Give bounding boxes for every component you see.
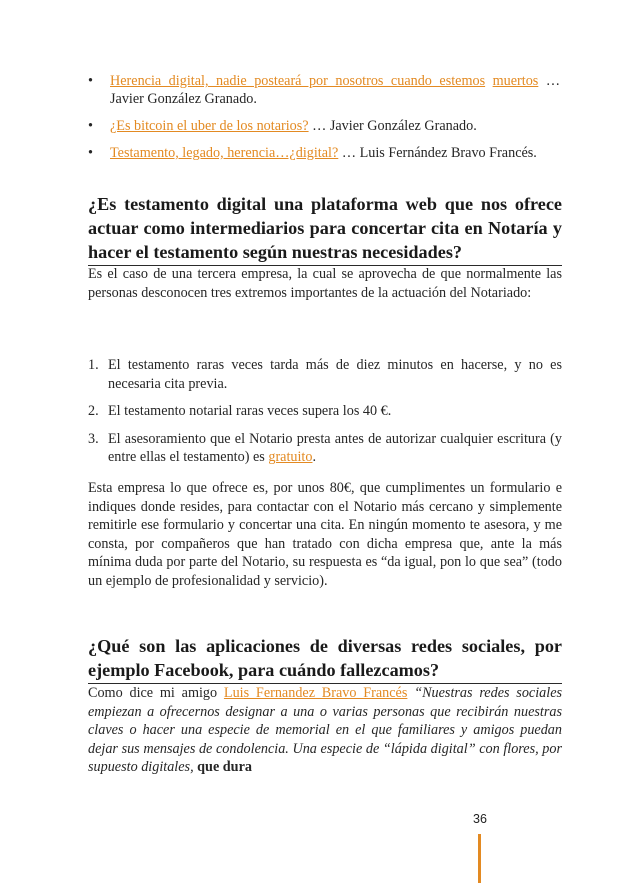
bullet-icon: •	[88, 73, 93, 89]
link-bitcoin-uber[interactable]: ¿Es bitcoin el uber de los notarios?	[110, 118, 309, 134]
list-item	[88, 117, 560, 135]
section-heading-testamento-digital: ¿Es testamento digital una plataforma web que nos ofrece actuar como intermediarios para concertar cita en Notaría y hacer el testamento según nuestras necesidades?	[88, 194, 562, 262]
link-luis-fernandez[interactable]: Luis Fernandez Bravo Francés	[223, 685, 408, 701]
page-accent-bar	[478, 834, 481, 883]
link-gratuito[interactable]: gratuito	[268, 449, 313, 466]
list-item	[88, 72, 560, 108]
section-heading-redes-sociales: ¿Qué son las aplicaciones de diversas redes sociales, por ejemplo Facebook, para cuándo fallezcamos?	[88, 636, 562, 680]
list-item-text: El asesoramiento que el Notario presta antes de autorizar cualquier escritura (y entre ellas el testamento) es	[108, 430, 562, 466]
link-muertos[interactable]: muertos	[492, 73, 539, 89]
quote-bold-tail: que dura	[197, 759, 252, 776]
list-item-text: El testamento notarial raras veces supera los 40 €.	[108, 403, 392, 420]
quote-text: “Nuestras redes sociales empiezan a ofrecernos designar a una o varias personas que recibirán nuestras claves o hacer una especie de memorial en el que familiares y amigos puedan dejar sus mensajes de condolencia. Una especie de “lápida digital” con flores, por supuesto digitales,	[88, 685, 563, 776]
reference-list	[88, 72, 560, 171]
link-testamento-legado[interactable]: Testamento, legado, herencia…¿digital?	[110, 145, 339, 161]
bullet-icon: •	[88, 118, 93, 134]
list-item-end: .	[312, 449, 317, 466]
list-number: 1.	[88, 357, 99, 373]
list-item	[88, 144, 560, 162]
numbered-list	[88, 356, 562, 476]
intro-paragraph: Es el caso de una tercera empresa, la cual se aprovecha de que normalmente las personas desconocen tres extremos importantes de la actuación del Notariado:	[88, 266, 562, 301]
list-number: 3.	[88, 430, 99, 447]
closing-paragraph: Esta empresa lo que ofrece es, por unos 80€, que cumplimentes un formulario e indiques donde resides, para contactar con el Notario más cercano y simplemente remitirle ese formulario y concertar una cita. En ningún momento te asesora, y me consta, por compañeros que han tratado con dicha empresa que, ante la más mínima duda por parte del Notario, su respuesta es “da igual, pon lo que sea” (todo un ejemplo de profesionalidad y servicio).	[88, 480, 562, 589]
link-herencia-digital[interactable]: Herencia digital, nadie posteará por nosotros cuando estemos	[110, 73, 486, 89]
list-item-author: … Luis Fernández Bravo Francés.	[341, 145, 537, 161]
list-item-text: El testamento raras veces tarda más de diez minutos en hacerse, y no es necesaria cita previa.	[108, 357, 562, 392]
list-number: 2.	[88, 403, 99, 420]
list-item-author: … Javier González Granado.	[110, 73, 561, 107]
list-item	[88, 402, 562, 421]
list-item	[88, 356, 562, 393]
page-number: 36	[473, 812, 487, 826]
bullet-icon: •	[88, 145, 93, 161]
list-item-author: … Javier González Granado.	[312, 118, 477, 134]
quote-paragraph	[88, 684, 562, 777]
quote-lead: Como dice mi amigo	[88, 685, 218, 701]
list-item	[88, 430, 562, 467]
